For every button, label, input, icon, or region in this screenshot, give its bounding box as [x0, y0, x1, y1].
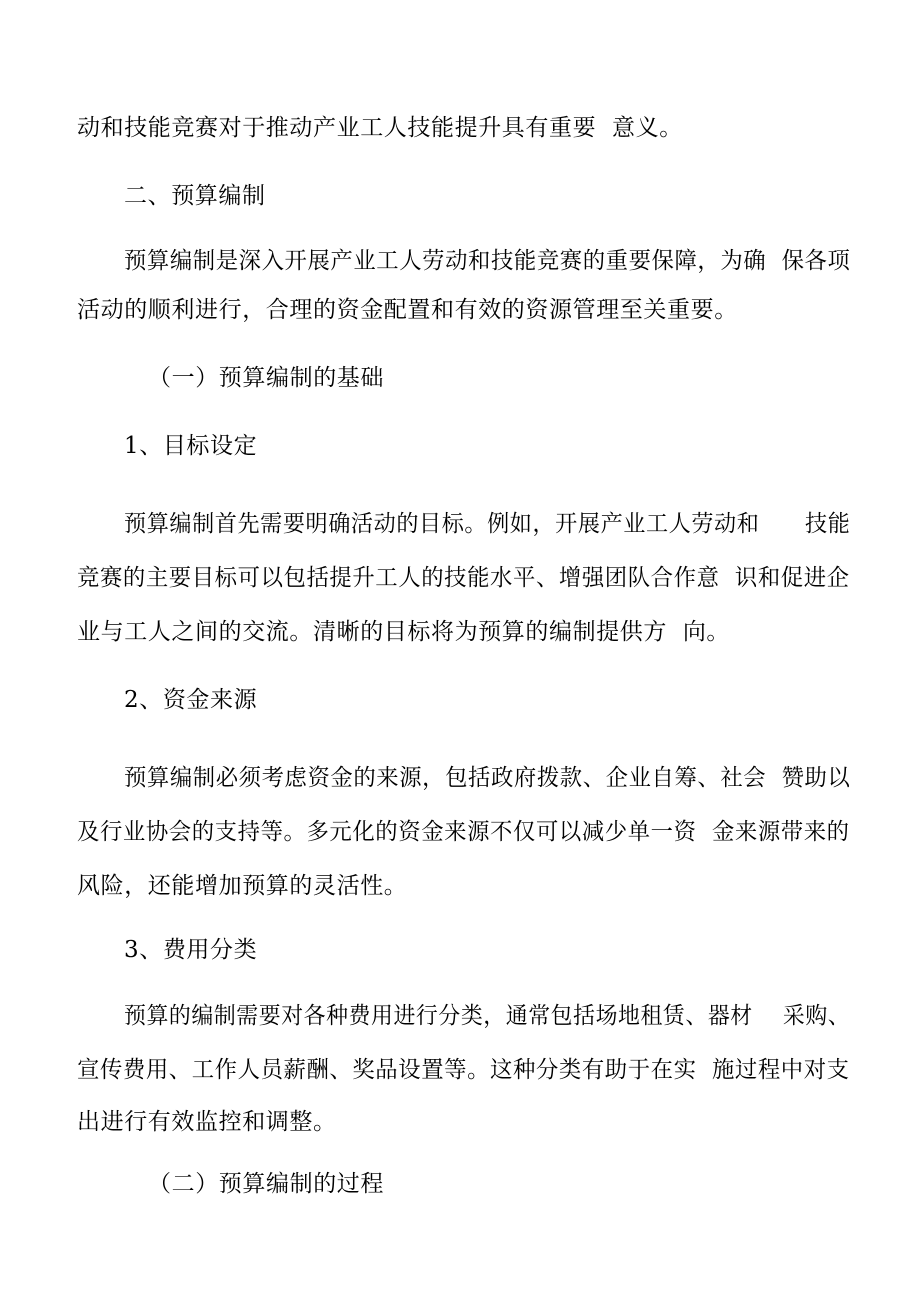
paragraph-line: 风险，还能增加预算的灵活性。: [77, 873, 408, 899]
paragraph-line: 出进行有效监控和调整。: [77, 1109, 337, 1135]
paragraph-line: 预算的编制需要对各种费用进行分类，通常包括场地租赁、器材 采购、: [124, 1003, 851, 1029]
paragraph-line: 业与工人之间的交流。清晰的目标将为预算的编制提供方 向。: [77, 619, 731, 645]
paragraph-line: 活动的顺利进行，合理的资金配置和有效的资源管理至关重要。: [77, 297, 738, 323]
paragraph-line: 竞赛的主要目标可以包括提升工人的技能水平、增强团队合作意 识和促进企: [77, 565, 850, 591]
subsection-heading: （二）预算编制的过程: [148, 1171, 384, 1197]
item-heading: 3、费用分类: [124, 937, 258, 963]
paragraph-line: 预算编制首先需要明确活动的目标。例如，开展产业工人劳动和 技能: [124, 511, 851, 537]
item-heading: 2、资金来源: [124, 687, 258, 713]
paragraph-line: 宣传费用、工作人员薪酬、奖品设置等。这种分类有助于在实 施过程中对支: [77, 1057, 850, 1083]
section-heading: 二、预算编制: [124, 183, 266, 209]
paragraph-line: 动和技能竞赛对于推动产业工人技能提升具有重要 意义。: [77, 115, 683, 141]
paragraph-line: 及行业协会的支持等。多元化的资金来源不仅可以减少单一资 金来源带来的: [77, 819, 850, 845]
paragraph-line: 预算编制是深入开展产业工人劳动和技能竞赛的重要保障，为确 保各项: [124, 248, 851, 274]
subsection-heading: （一）预算编制的基础: [148, 365, 384, 391]
item-heading: 1、目标设定: [124, 433, 258, 459]
paragraph-line: 预算编制必须考虑资金的来源，包括政府拨款、企业自筹、社会 赞助以: [124, 765, 851, 791]
